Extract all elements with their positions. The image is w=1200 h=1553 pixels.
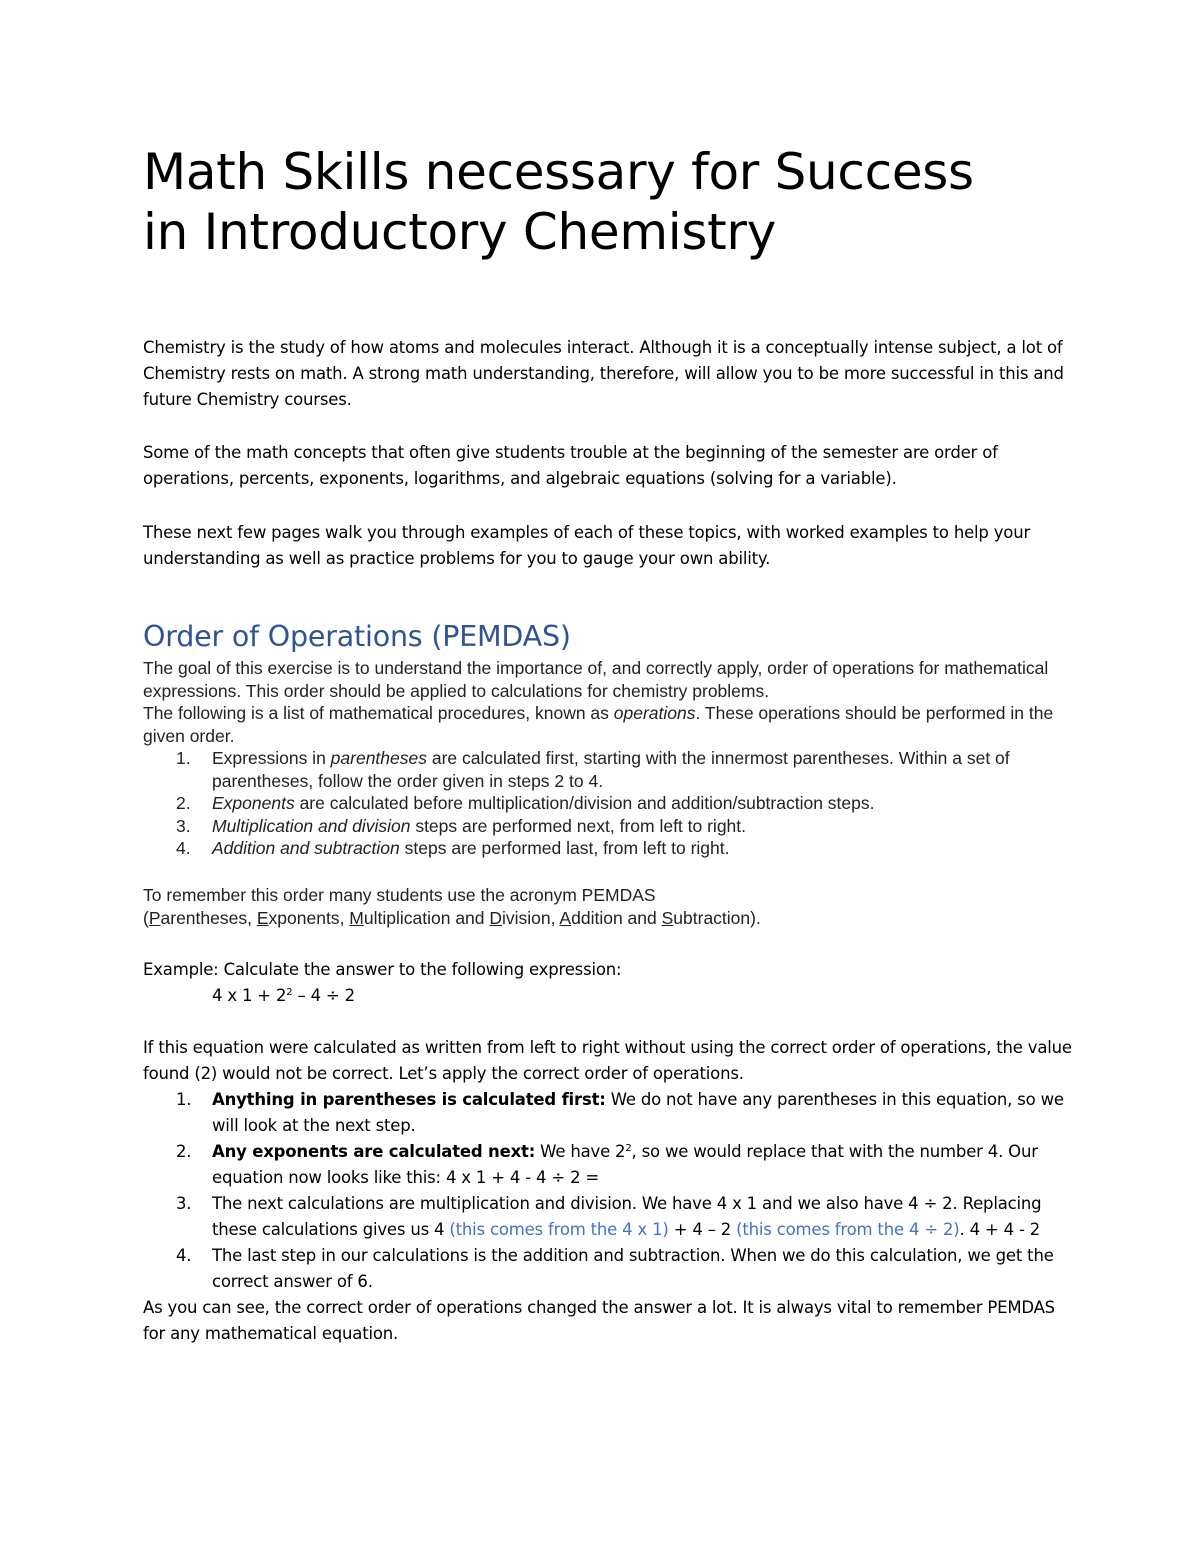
- operations-term: operations: [613, 703, 696, 723]
- list-item: 2. Any exponents are calculated next: We have $2^2$, so we would replace that with the number 4. Our equation now looks like this: 4 x 1 + 4 - 4 ÷ 2 =: [176, 1142, 1038, 1187]
- operations-intro: The following is a list of mathematical procedures, known as operations. These operations should be performed in the given order.: [143, 703, 1054, 746]
- note-annotation: (this comes from the 4 ÷ 2): [736, 1220, 960, 1239]
- goal-paragraph: The goal of this exercise is to understand the importance of, and correctly apply, order of operations for mathematical expressions. This order should be applied to calculations for chemistry problems.: [143, 658, 1049, 701]
- operations-list: [143, 747, 1073, 860]
- worked-example-intro: If this equation were calculated as written from left to right without using the correct order of operations, the value found (2) would not be correct. Let’s apply the correct order of operations.: [143, 1038, 1072, 1083]
- title-line-1: Math Skills necessary for Success: [143, 143, 974, 201]
- pemdas-section: [143, 657, 1073, 860]
- list-item: 4. Addition and subtraction steps are performed last, from left to right.: [176, 838, 730, 858]
- section-heading: Order of Operations (PEMDAS): [143, 620, 571, 653]
- example-expression: 4 x $1 + 2^2 - 4 \div 2$: [212, 986, 355, 1005]
- title-line-2: in Introductory Chemistry: [143, 203, 776, 261]
- example-block: [143, 957, 1073, 1009]
- list-item: 3. The next calculations are multiplication and division. We have 4 x 1 and we also have 4 ÷ 2. Replacing these calculations gives us 4 (this comes from the 4 x 1) + 4 – 2 (this comes from the 4 ÷ 2). 4 + 4 - 2: [176, 1194, 1042, 1239]
- note-annotation: (this comes from the 4 x 1): [449, 1220, 669, 1239]
- intro-paragraph-2: Some of the math concepts that often give students trouble at the beginning of the semester are order of operations, percents, exponents, logarithms, and algebraic equations (solving for a variable).: [143, 443, 998, 488]
- conclusion-paragraph: As you can see, the correct order of operations changed the answer a lot. It is always vital to remember PEMDAS for any mathematical equation.: [143, 1298, 1055, 1343]
- intro-paragraph-3: These next few pages walk you through examples of each of these topics, with worked examples to help your understanding as well as practice problems for you to gauge your own ability.: [143, 523, 1031, 568]
- worked-steps-list: [143, 1087, 1073, 1295]
- worked-example: [143, 1035, 1073, 1347]
- acronym-expansion: (Parentheses, Exponents, Multiplication and Division, Addition and Subtraction).: [143, 907, 761, 928]
- list-item: 2. Exponents are calculated before multiplication/division and addition/subtraction steps.: [176, 793, 875, 813]
- list-item: 1. Anything in parentheses is calculated first: We do not have any parentheses in this equation, so we will look at the next step.: [176, 1090, 1064, 1135]
- page-title: [143, 142, 1073, 262]
- acronym-paragraph: [143, 884, 1073, 929]
- list-item: 4. The last step in our calculations is the addition and subtraction. When we do this calculation, we get the correct answer of 6.: [176, 1246, 1054, 1291]
- list-item: 1. Expressions in parentheses are calculated first, starting with the innermost parentheses. Within a set of parentheses, follow the order given in steps 2 to 4.: [176, 748, 1010, 791]
- example-label: Example: Calculate the answer to the following expression:: [143, 960, 622, 979]
- list-item: 3. Multiplication and division steps are performed next, from left to right.: [176, 815, 747, 836]
- intro-paragraph-1: Chemistry is the study of how atoms and molecules interact. Although it is a conceptually intense subject, a lot of Chemistry rests on math. A strong math understanding, therefore, will allow you to be more successful in this and future Chemistry courses.: [143, 338, 1064, 409]
- acronym-line: To remember this order many students use the acronym PEMDAS: [143, 885, 656, 905]
